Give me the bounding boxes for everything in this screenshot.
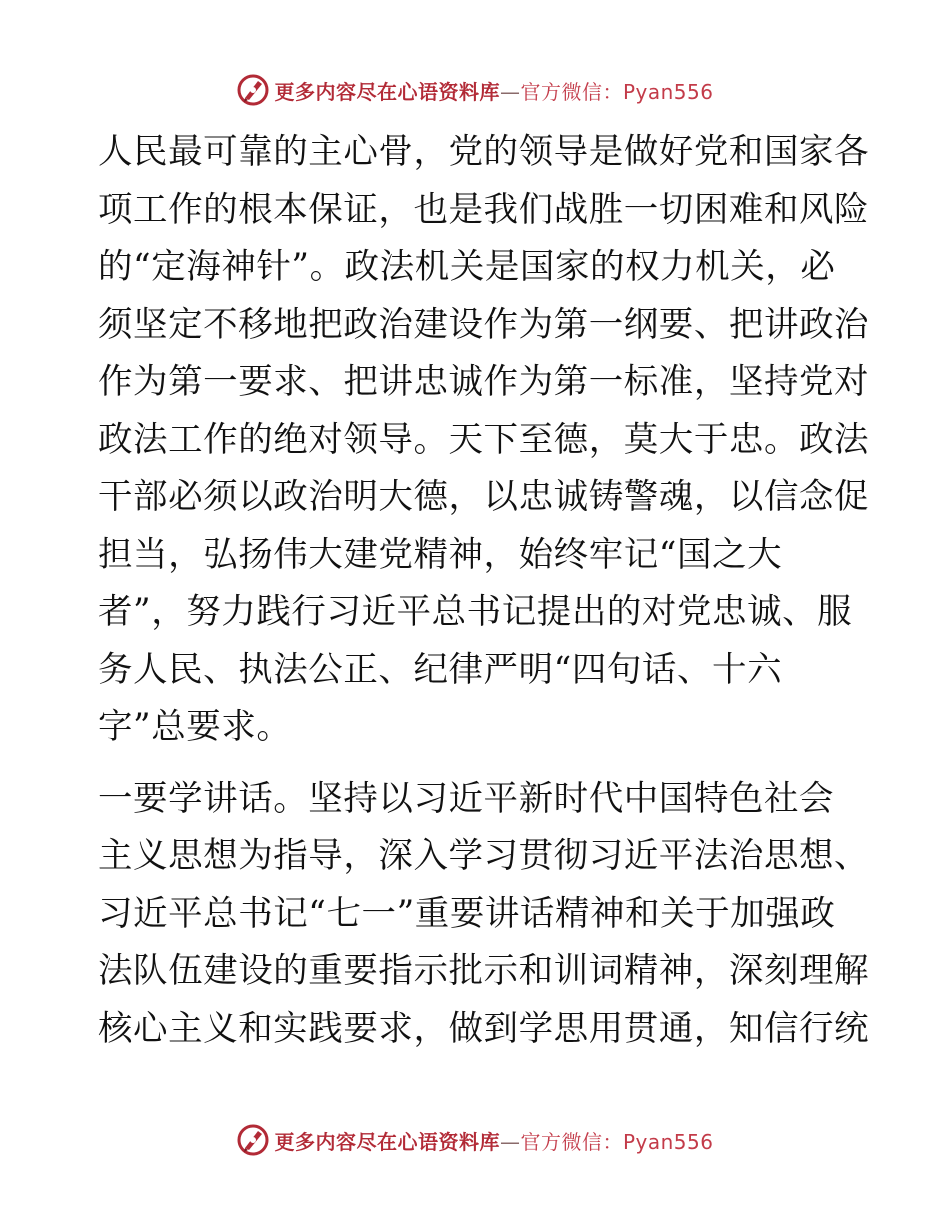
text-line: 政法工作的绝对领导。天下至德，莫大于忠。政法 — [98, 419, 870, 460]
paragraph-2 — [98, 771, 870, 1059]
text-line: 担当，弘扬伟大建党精神，始终牢记“国之大 — [98, 534, 783, 575]
text-line: 者”，努力践行习近平总书记提出的对党忠诚、服 — [98, 592, 853, 632]
text-line: 核心主义和实践要求，做到学思用贯通，知信行统 — [98, 1008, 870, 1049]
header-wechat: 官方微信：Pyan556 — [520, 79, 714, 104]
document-body — [98, 124, 870, 1058]
text-line: 人民最可靠的主心骨，党的领导是做好党和国家各 — [98, 132, 870, 172]
footer-wechat: 官方微信：Pyan556 — [520, 1129, 714, 1154]
text-line: 须坚定不移地把政治建设作为第一纲要、把讲政治 — [98, 304, 870, 345]
footer-banner — [0, 1120, 950, 1160]
footer-separator: — — [499, 1129, 521, 1154]
header-brand: 更多内容尽在心语资料库 — [274, 79, 500, 104]
text-line: 习近平总书记“七一”重要讲话精神和关于加强政 — [98, 893, 836, 934]
text-line: 的“定海神针”。政法机关是国家的权力机关，必 — [98, 247, 836, 287]
footer-brand: 更多内容尽在心语资料库 — [274, 1129, 500, 1154]
text-line: 务人民、执法公正、纪律严明“四句话、十六 — [98, 649, 783, 690]
header-banner — [0, 70, 950, 110]
text-line: 项工作的根本保证，也是我们战胜一切困难和风险 — [98, 189, 870, 230]
text-line: 字”总要求。 — [98, 707, 292, 747]
quill-pen-logo-icon — [236, 73, 270, 107]
text-line: 法队伍建设的重要指示批示和训词精神，深刻理解 — [98, 951, 870, 991]
text-line: 干部必须以政治明大德，以忠诚铸警魂，以信念促 — [98, 477, 870, 517]
header-text — [274, 76, 713, 105]
paragraph-1 — [98, 124, 870, 757]
quill-pen-logo-icon — [236, 1123, 270, 1157]
text-line: 主义思想为指导，深入学习贯彻习近平法治思想、 — [98, 836, 870, 876]
footer-text — [274, 1126, 713, 1155]
text-line: 作为第一要求、把讲忠诚作为第一标准，坚持党对 — [98, 362, 870, 402]
text-line: 一要学讲话。坚持以习近平新时代中国特色社会 — [98, 778, 835, 819]
header-separator: — — [499, 79, 521, 104]
